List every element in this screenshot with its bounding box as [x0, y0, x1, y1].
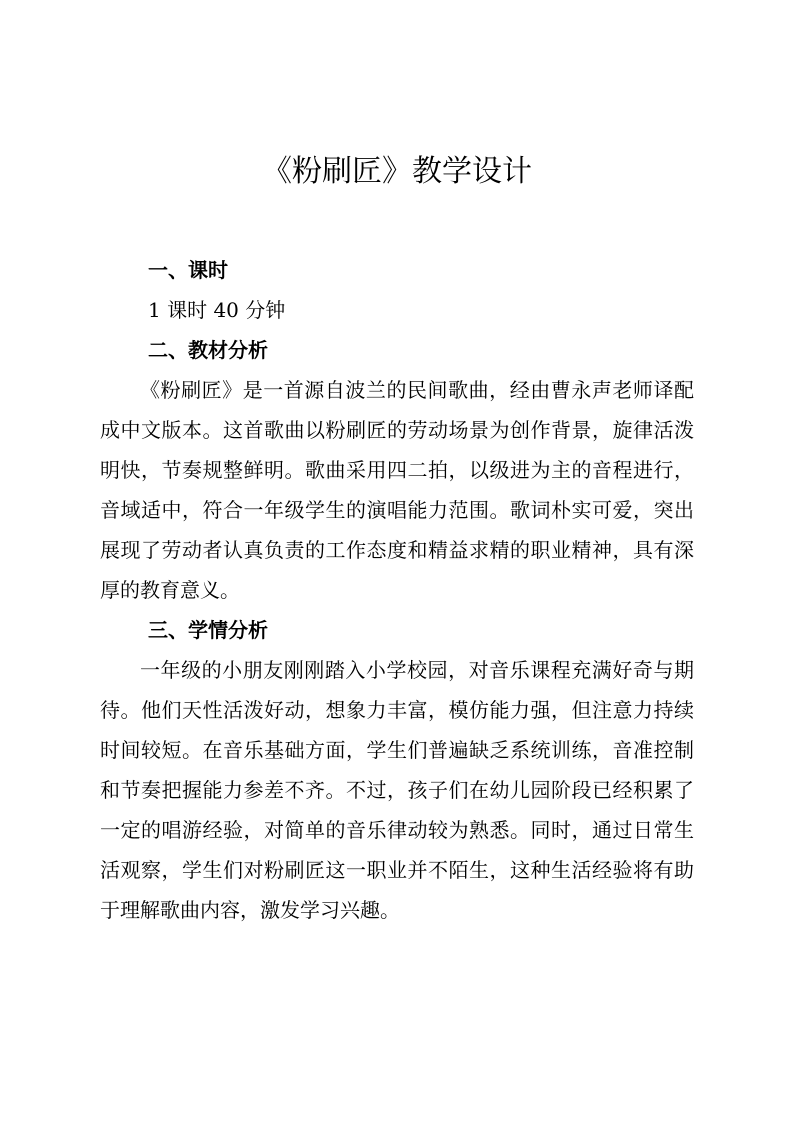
section-heading-material-analysis: 二、教材分析 [148, 338, 268, 362]
section-heading-class-hours: 一、课时 [148, 258, 228, 282]
student-analysis-paragraph: 一年级的小朋友刚刚踏入小学校园，对音乐课程充满好奇与期待。他们天性活泼好动，想象力丰富，模仿能力强，但注意力持续时间较短。在音乐基础方面，学生们普遍缺乏系统训练，音准控制和节奏把握能力参差不齐。不过，孩子们在幼儿园阶段已经积累了一定的唱游经验，对简单的音乐律动较为熟悉。同时，通过日常生活观察，学生们对粉刷匠这一职业并不陌生，这种生活经验将有助于理解歌曲内容，激发学习兴趣。 [100, 658, 694, 922]
section-heading-student-analysis: 三、学情分析 [148, 618, 268, 642]
document-title: 《粉刷匠》教学设计 [262, 154, 532, 189]
material-analysis-paragraph: 《粉刷匠》是一首源自波兰的民间歌曲，经由曹永声老师译配成中文版本。这首歌曲以粉刷匠的劳动场景为创作背景，旋律活泼明快，节奏规整鲜明。歌曲采用四二拍，以级进为主的音程进行，音域适中，符合一年级学生的演唱能力范围。歌词朴实可爱，突出展现了劳动者认真负责的工作态度和精益求精的职业精神，具有深厚的教育意义。 [100, 378, 694, 602]
document-body [100, 250, 694, 930]
class-hours-text: 1 课时 40 分钟 [148, 298, 286, 322]
